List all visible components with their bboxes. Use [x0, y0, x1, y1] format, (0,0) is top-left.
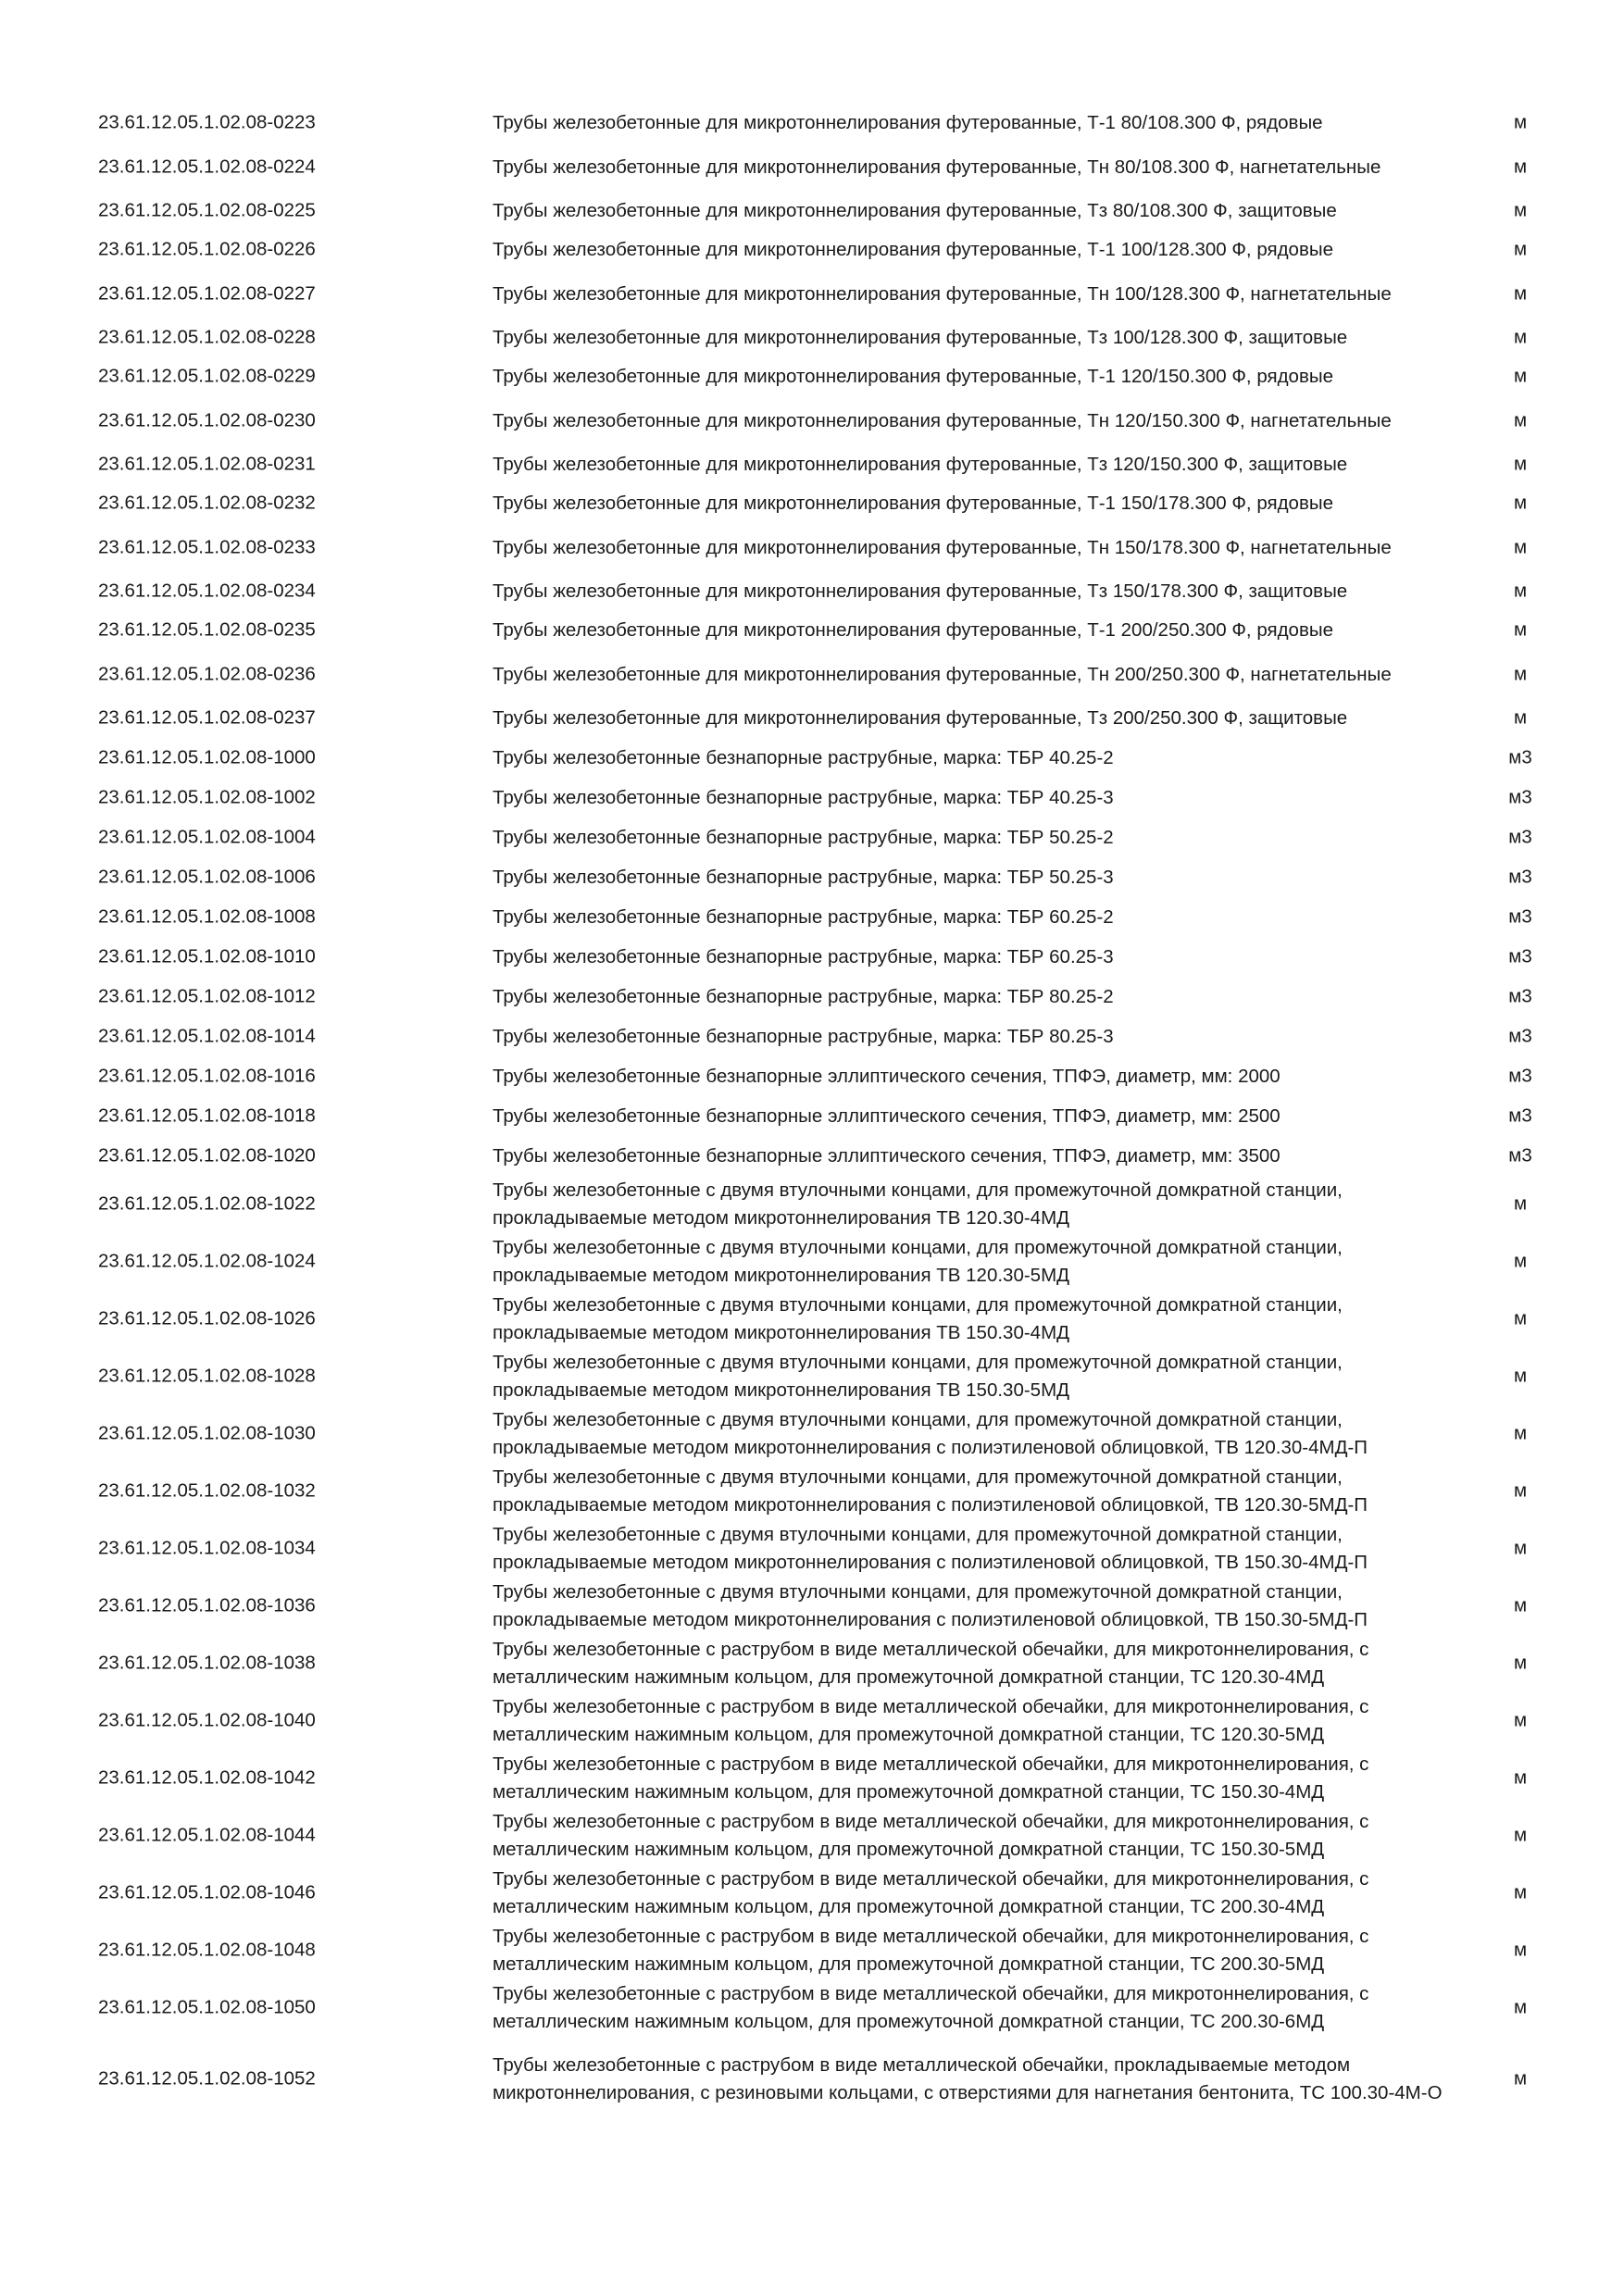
- resource-description: Трубы железобетонные с раструбом в виде металлической обечайки, для микротоннелирования, с металлическим нажимным кольцом, для промежуточной домкратной станции, ТС 200.30-5МД: [493, 1926, 1369, 1975]
- resource-code: 23.61.12.05.1.02.08-1038: [98, 1652, 316, 1674]
- unit-of-measure: м: [1513, 238, 1528, 260]
- unit-of-measure: м: [1513, 1537, 1528, 1559]
- resource-description: Трубы железобетонные безнапорные раструбные, марка: ТБР 80.25-2: [493, 985, 1114, 1007]
- unit-of-measure: м: [1513, 365, 1528, 387]
- table-row: [0, 104, 1624, 143]
- table-row: [0, 1017, 1624, 1056]
- resource-description: Трубы железобетонные с двумя втулочными концами, для промежуточной домкратной станции, прокладываемые методом микротоннелирования ТВ 150.30-5МД: [493, 1352, 1343, 1401]
- table-row: [0, 1233, 1624, 1291]
- resource-code: 23.61.12.05.1.02.08-0228: [98, 326, 316, 348]
- unit-of-measure: м: [1513, 618, 1528, 641]
- unit-of-measure: м3: [1508, 826, 1532, 848]
- table-row: [0, 1750, 1624, 1807]
- unit-of-measure: м: [1513, 1766, 1528, 1789]
- unit-of-measure: м: [1513, 409, 1528, 431]
- table-row: [0, 231, 1624, 269]
- resource-description: Трубы железобетонные с двумя втулочными концами, для промежуточной домкратной станции, прокладываемые методом микротоннелирования ТВ 120.30-5МД: [493, 1237, 1343, 1286]
- resource-description: Трубы железобетонные безнапорные раструбные, марка: ТБР 50.25-3: [493, 866, 1114, 888]
- resource-code: 23.61.12.05.1.02.08-0229: [98, 365, 316, 387]
- unit-of-measure: м: [1513, 663, 1528, 685]
- unit-of-measure: м3: [1508, 1065, 1532, 1087]
- resource-description: Трубы железобетонные безнапорные раструбные, марка: ТБР 60.25-2: [493, 905, 1114, 928]
- resource-code: 23.61.12.05.1.02.08-1034: [98, 1537, 316, 1559]
- resource-description: Трубы железобетонные безнапорные эллиптического сечения, ТПФЭ, диаметр, мм: 3500: [493, 1144, 1280, 1167]
- resource-code: 23.61.12.05.1.02.08-1046: [98, 1881, 316, 1903]
- resource-code: 23.61.12.05.1.02.08-0236: [98, 663, 316, 685]
- table-row: [0, 523, 1624, 572]
- unit-of-measure: м: [1513, 111, 1528, 133]
- unit-of-measure: м: [1513, 1939, 1528, 1961]
- resource-description: Трубы железобетонные с раструбом в виде металлической обечайки, для микротоннелирования, с металлическим нажимным кольцом, для промежуточной домкратной станции, ТС 120.30-5МД: [493, 1696, 1369, 1745]
- resource-code: 23.61.12.05.1.02.08-1004: [98, 826, 316, 848]
- resource-code: 23.61.12.05.1.02.08-1030: [98, 1422, 316, 1444]
- unit-of-measure: м: [1513, 453, 1528, 475]
- resource-description: Трубы железобетонные с раструбом в виде металлической обечайки, для микротоннелирования, с металлическим нажимным кольцом, для промежуточной домкратной станции, ТС 200.30-6МД: [493, 1983, 1369, 2032]
- table-row: [0, 1463, 1624, 1520]
- unit-of-measure: м: [1513, 1192, 1528, 1215]
- resource-code: 23.61.12.05.1.02.08-1008: [98, 905, 316, 928]
- table-row: [0, 1922, 1624, 1979]
- table-row: [0, 937, 1624, 977]
- table-row: [0, 1692, 1624, 1750]
- resource-code: 23.61.12.05.1.02.08-0233: [98, 536, 316, 558]
- resource-description: Трубы железобетонные с раструбом в виде металлической обечайки, для микротоннелирования, с металлическим нажимным кольцом, для промежуточной домкратной станции, ТС 150.30-5МД: [493, 1811, 1369, 1860]
- resource-code: 23.61.12.05.1.02.08-1016: [98, 1065, 316, 1087]
- resource-description: Трубы железобетонные для микротоннелирования футерованные, Т-1 200/250.300 Ф, рядовые: [493, 619, 1333, 641]
- resource-description: Трубы железобетонные безнапорные раструбные, марка: ТБР 60.25-3: [493, 945, 1114, 967]
- resource-description: Трубы железобетонные для микротоннелирования футерованные, Тз 120/150.300 Ф, защитовые: [493, 454, 1348, 475]
- resource-code: 23.61.12.05.1.02.08-1014: [98, 1025, 316, 1047]
- resource-code: 23.61.12.05.1.02.08-1036: [98, 1594, 316, 1616]
- table-row: [0, 1136, 1624, 1176]
- unit-of-measure: м: [1513, 580, 1528, 602]
- resource-code: 23.61.12.05.1.02.08-0224: [98, 156, 316, 178]
- resource-code: 23.61.12.05.1.02.08-1020: [98, 1144, 316, 1167]
- resource-description: Трубы железобетонные безнапорные раструбные, марка: ТБР 40.25-2: [493, 746, 1114, 768]
- unit-of-measure: м3: [1508, 1144, 1532, 1167]
- table-row: [0, 143, 1624, 192]
- resource-code: 23.61.12.05.1.02.08-1042: [98, 1766, 316, 1789]
- resource-code: 23.61.12.05.1.02.08-1000: [98, 746, 316, 768]
- table-row: [0, 1056, 1624, 1096]
- unit-of-measure: м: [1513, 1996, 1528, 2018]
- resource-code: 23.61.12.05.1.02.08-1032: [98, 1479, 316, 1502]
- resource-description: Трубы железобетонные для микротоннелирования футерованные, Тн 100/128.300 Ф, нагнетательные: [493, 282, 1392, 305]
- resource-description: Трубы железобетонные с двумя втулочными концами, для промежуточной домкратной станции, прокладываемые методом микротоннелирования с полиэтиленовой облицовкой, ТВ 150.30-4МД-П: [493, 1524, 1368, 1573]
- unit-of-measure: м: [1513, 1652, 1528, 1674]
- resource-code: 23.61.12.05.1.02.08-1012: [98, 985, 316, 1007]
- resource-code: 23.61.12.05.1.02.08-1044: [98, 1824, 316, 1846]
- resource-description: Трубы железобетонные безнапорные раструбные, марка: ТБР 50.25-2: [493, 826, 1114, 848]
- table-row: [0, 977, 1624, 1017]
- resource-code: 23.61.12.05.1.02.08-0225: [98, 199, 316, 221]
- table-row: [0, 1348, 1624, 1405]
- unit-of-measure: м: [1513, 536, 1528, 558]
- table-row: [0, 357, 1624, 396]
- table-row: [0, 192, 1624, 231]
- resource-description: Трубы железобетонные для микротоннелирования футерованные, Т-1 120/150.300 Ф, рядовые: [493, 366, 1333, 387]
- table-row: [0, 699, 1624, 738]
- resource-description: Трубы железобетонные безнапорные раструбные, марка: ТБР 40.25-3: [493, 786, 1114, 808]
- unit-of-measure: м: [1513, 1594, 1528, 1616]
- table-row: [0, 817, 1624, 857]
- table-row: [0, 1096, 1624, 1136]
- unit-of-measure: м: [1513, 1365, 1528, 1387]
- table-row: [0, 318, 1624, 357]
- unit-of-measure: м: [1513, 156, 1528, 178]
- resource-code: 23.61.12.05.1.02.08-1022: [98, 1192, 316, 1215]
- resource-code: 23.61.12.05.1.02.08-1006: [98, 866, 316, 888]
- unit-of-measure: м3: [1508, 945, 1532, 967]
- unit-of-measure: м: [1513, 326, 1528, 348]
- unit-of-measure: м: [1513, 282, 1528, 305]
- resource-code: 23.61.12.05.1.02.08-0227: [98, 282, 316, 305]
- unit-of-measure: м: [1513, 706, 1528, 729]
- resource-code: 23.61.12.05.1.02.08-0234: [98, 580, 316, 602]
- table-row: [0, 445, 1624, 484]
- unit-of-measure: м: [1513, 1307, 1528, 1329]
- resource-code: 23.61.12.05.1.02.08-0226: [98, 238, 316, 260]
- unit-of-measure: м: [1513, 1824, 1528, 1846]
- resource-code: 23.61.12.05.1.02.08-1040: [98, 1709, 316, 1731]
- table-row: [0, 738, 1624, 778]
- resource-description: Трубы железобетонные с раструбом в виде металлической обечайки, прокладываемые методом микротоннелирования, с резиновыми кольцами, с отверстиями для нагнетания бентонита, ТС 100.30-4М-О: [493, 2054, 1443, 2103]
- resource-description: Трубы железобетонные с раструбом в виде металлической обечайки, для микротоннелирования, с металлическим нажимным кольцом, для промежуточной домкратной станции, ТС 200.30-4МД: [493, 1868, 1369, 1917]
- resource-description: Трубы железобетонные с двумя втулочными концами, для промежуточной домкратной станции, прокладываемые методом микротоннелирования ТВ 120.30-4МД: [493, 1179, 1343, 1229]
- unit-of-measure: м: [1513, 2067, 1528, 2090]
- unit-of-measure: м3: [1508, 1104, 1532, 1127]
- resource-description: Трубы железобетонные с двумя втулочными концами, для промежуточной домкратной станции, прокладываемые методом микротоннелирования с полиэтиленовой облицовкой, ТВ 120.30-4МД-П: [493, 1409, 1368, 1458]
- table-row: [0, 778, 1624, 817]
- unit-of-measure: м: [1513, 1250, 1528, 1272]
- table-row: [0, 396, 1624, 445]
- resource-code: 23.61.12.05.1.02.08-0232: [98, 492, 316, 514]
- table-row: [0, 1979, 1624, 2037]
- unit-of-measure: м3: [1508, 746, 1532, 768]
- table-row: [0, 1578, 1624, 1635]
- table-row: [0, 611, 1624, 650]
- resource-code: 23.61.12.05.1.02.08-1048: [98, 1939, 316, 1961]
- resource-description: Трубы железобетонные для микротоннелирования футерованные, Тз 150/178.300 Ф, защитовые: [493, 580, 1348, 602]
- resource-description: Трубы железобетонные безнапорные эллиптического сечения, ТПФЭ, диаметр, мм: 2500: [493, 1104, 1280, 1127]
- unit-of-measure: м3: [1508, 866, 1532, 888]
- resource-code: 23.61.12.05.1.02.08-1026: [98, 1307, 316, 1329]
- table-row: [0, 650, 1624, 699]
- resource-description: Трубы железобетонные с раструбом в виде металлической обечайки, для микротоннелирования, с металлическим нажимным кольцом, для промежуточной домкратной станции, ТС 120.30-4МД: [493, 1639, 1369, 1688]
- table-row: [0, 1520, 1624, 1578]
- resource-description: Трубы железобетонные для микротоннелирования футерованные, Т-1 80/108.300 Ф, рядовые: [493, 112, 1323, 133]
- resource-code: 23.61.12.05.1.02.08-0231: [98, 453, 316, 475]
- resource-code: 23.61.12.05.1.02.08-0223: [98, 111, 316, 133]
- unit-of-measure: м3: [1508, 786, 1532, 808]
- table-row: [0, 572, 1624, 611]
- table-row: [0, 1291, 1624, 1348]
- resource-description: Трубы железобетонные с раструбом в виде металлической обечайки, для микротоннелирования, с металлическим нажимным кольцом, для промежуточной домкратной станции, ТС 150.30-4МД: [493, 1753, 1369, 1803]
- resource-description: Трубы железобетонные для микротоннелирования футерованные, Тн 120/150.300 Ф, нагнетательные: [493, 409, 1392, 431]
- table-row: [0, 857, 1624, 897]
- table-row: [0, 1635, 1624, 1692]
- unit-of-measure: м: [1513, 492, 1528, 514]
- unit-of-measure: м: [1513, 1422, 1528, 1444]
- unit-of-measure: м: [1513, 1709, 1528, 1731]
- resource-code: 23.61.12.05.1.02.08-0230: [98, 409, 316, 431]
- resource-code: 23.61.12.05.1.02.08-1024: [98, 1250, 316, 1272]
- resource-description: Трубы железобетонные с двумя втулочными концами, для промежуточной домкратной станции, прокладываемые методом микротоннелирования с полиэтиленовой облицовкой, ТВ 150.30-5МД-П: [493, 1581, 1368, 1630]
- resource-description: Трубы железобетонные с двумя втулочными концами, для промежуточной домкратной станции, прокладываемые методом микротоннелирования с полиэтиленовой облицовкой, ТВ 120.30-5МД-П: [493, 1466, 1368, 1516]
- resource-code: 23.61.12.05.1.02.08-1028: [98, 1365, 316, 1387]
- resource-description: Трубы железобетонные для микротоннелирования футерованные, Тз 100/128.300 Ф, защитовые: [493, 327, 1348, 348]
- table-row: [0, 1865, 1624, 1922]
- unit-of-measure: м3: [1508, 905, 1532, 928]
- resource-code: 23.61.12.05.1.02.08-1052: [98, 2067, 316, 2090]
- resource-description: Трубы железобетонные для микротоннелирования футерованные, Тн 150/178.300 Ф, нагнетательные: [493, 536, 1392, 558]
- resource-description: Трубы железобетонные для микротоннелирования футерованные, Тн 200/250.300 Ф, нагнетательные: [493, 663, 1392, 685]
- resource-description: Трубы железобетонные для микротоннелирования футерованные, Тз 80/108.300 Ф, защитовые: [493, 200, 1337, 221]
- resource-description: Трубы железобетонные для микротоннелирования футерованные, Тн 80/108.300 Ф, нагнетательные: [493, 156, 1381, 178]
- resource-code: 23.61.12.05.1.02.08-1050: [98, 1996, 316, 2018]
- table-row: [0, 1176, 1624, 1233]
- resource-description: Трубы железобетонные для микротоннелирования футерованные, Т-1 150/178.300 Ф, рядовые: [493, 493, 1333, 514]
- table-row: [0, 269, 1624, 318]
- unit-of-measure: м: [1513, 1881, 1528, 1903]
- table-row: [0, 1405, 1624, 1463]
- table-row: [0, 2037, 1624, 2122]
- resource-description: Трубы железобетонные для микротоннелирования футерованные, Тз 200/250.300 Ф, защитовые: [493, 707, 1348, 729]
- resource-description: Трубы железобетонные для микротоннелирования футерованные, Т-1 100/128.300 Ф, рядовые: [493, 239, 1333, 260]
- table-row: [0, 484, 1624, 523]
- table-row: [0, 897, 1624, 937]
- resource-description: Трубы железобетонные безнапорные эллиптического сечения, ТПФЭ, диаметр, мм: 2000: [493, 1065, 1280, 1087]
- resource-description: Трубы железобетонные с двумя втулочными концами, для промежуточной домкратной станции, прокладываемые методом микротоннелирования ТВ 150.30-4МД: [493, 1294, 1343, 1343]
- resource-code: 23.61.12.05.1.02.08-1002: [98, 786, 316, 808]
- resource-description: Трубы железобетонные безнапорные раструбные, марка: ТБР 80.25-3: [493, 1025, 1114, 1047]
- resource-code: 23.61.12.05.1.02.08-0235: [98, 618, 316, 641]
- unit-of-measure: м3: [1508, 985, 1532, 1007]
- resource-code: 23.61.12.05.1.02.08-1018: [98, 1104, 316, 1127]
- resource-code: 23.61.12.05.1.02.08-0237: [98, 706, 316, 729]
- unit-of-measure: м: [1513, 1479, 1528, 1502]
- table-row: [0, 1807, 1624, 1865]
- resource-code: 23.61.12.05.1.02.08-1010: [98, 945, 316, 967]
- unit-of-measure: м3: [1508, 1025, 1532, 1047]
- unit-of-measure: м: [1513, 199, 1528, 221]
- price-list-table: [0, 104, 1624, 2122]
